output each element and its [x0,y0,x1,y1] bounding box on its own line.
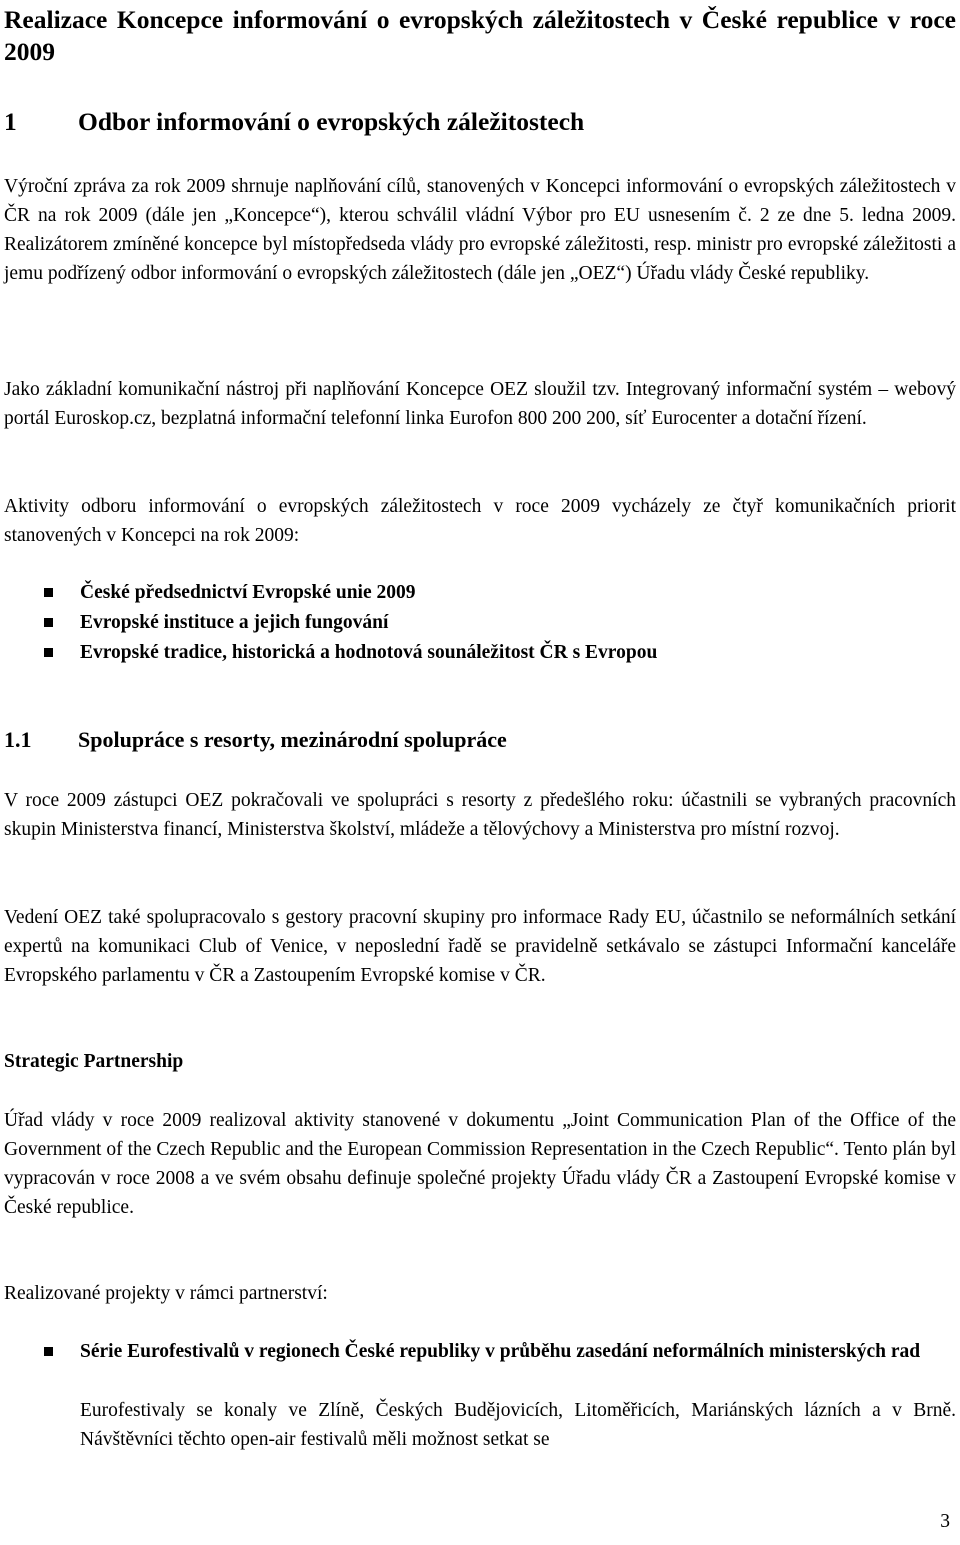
page-number: 3 [940,1511,950,1532]
section-heading-1-1 [4,725,956,755]
paragraph-intro: Výroční zpráva za rok 2009 shrnuje naplňování cílů, stanovených v Koncepci informování o evropských záležitostech v ČR na rok 2009 (dále jen „Koncepce“), kterou schválil vládní Výbor pro EU usnesením č. 2 ze dne 5. ledna 2009. Realizátorem zmíněné koncepce byl místopředseda vlády pro evropské záležitosti, resp. ministr pro evropské záležitosti a jemu podřízený odbor informování o evropských záležitostech (dále jen „OEZ“) Úřadu vlády České republiky. [4,176,956,284]
project-title: Série Eurofestivalů v regionech České republiky v průběhu zasedání neformálních ministerských rad [80,1341,921,1362]
document-title: Realizace Koncepce informování o evropských záležitostech v České republice v roce 2009 [4,5,956,66]
priority-label: Evropské instituce a jejich fungování [80,612,389,633]
bullet-square-icon [44,1347,53,1356]
paragraph-international: Vedení OEZ také spolupracovalo s gestory pracovní skupiny pro informace Rady EU, účastnilo se neformálních setkání expertů na komunikaci Club of Venice, v neposlední řadě se pravidelně setkávalo se zástupci Informační kanceláře Evropského parlamentu v ČR a Zastoupením Evropské komise v ČR. [4,907,956,986]
list-item [4,638,956,668]
subheading-strategic-partnership: Strategic Partnership [4,1051,184,1072]
paragraph-communication-tools: Jako základní komunikační nástroj při naplňování Koncepce OEZ sloužil tzv. Integrovaný informační systém – webový portál Euroskop.cz, bezplatná informační telefonní linka Eurofon 800 200 200, síť Eurocenter a dotační řízení. [4,379,956,429]
section-heading-1 [4,106,956,138]
bullet-square-icon [44,618,53,627]
list-item [4,578,956,608]
list-item [4,1337,956,1367]
paragraph-joint-plan: Úřad vlády v roce 2009 realizoval aktivity stanovené v dokumentu „Joint Communication Plan of the Office of the Government of the Czech Republic and the European Commission Representation in the Czech Republic“. Tento plán byl vypracován v roce 2008 a ve svém obsahu definuje společné projekty Úřadu vlády ČR a Zastoupení Evropské komise v České republice. [4,1110,956,1218]
priority-label: České předsednictví Evropské unie 2009 [80,582,416,603]
section-number: 1 [4,107,17,136]
projects-list [4,1337,956,1367]
priority-label: Evropské tradice, historická a hodnotová sounáležitost ČR s Evropou [80,642,658,663]
bullet-square-icon [44,648,53,657]
paragraph-activities: Aktivity odboru informování o evropských záležitostech v roce 2009 vycházely ze čtyř komunikačních priorit stanovených v Koncepci na rok 2009: [4,496,956,546]
section-title: Spolupráce s resorty, mezinárodní spolupráce [78,727,507,752]
list-item [4,608,956,638]
paragraph-projects-intro: Realizované projekty v rámci partnerství: [4,1283,328,1304]
section-number: 1.1 [4,727,32,752]
paragraph-resorts: V roce 2009 zástupci OEZ pokračovali ve spolupráci s resorty z předešlého roku: účastnili se vybraných pracovních skupin Ministerstva financí, Ministerstva školství, mládeže a tělovýchovy a Ministerstva pro místní rozvoj. [4,790,956,840]
paragraph-eurofestivals: Eurofestivaly se konaly ve Zlíně, Českých Budějovicích, Litoměřicích, Mariánských lázních a v Brně. Návštěvníci těchto open-air festivalů měli možnost setkat se [80,1400,956,1450]
priorities-list [4,578,956,668]
section-title: Odbor informování o evropských záležitostech [78,107,585,136]
bullet-square-icon [44,588,53,597]
